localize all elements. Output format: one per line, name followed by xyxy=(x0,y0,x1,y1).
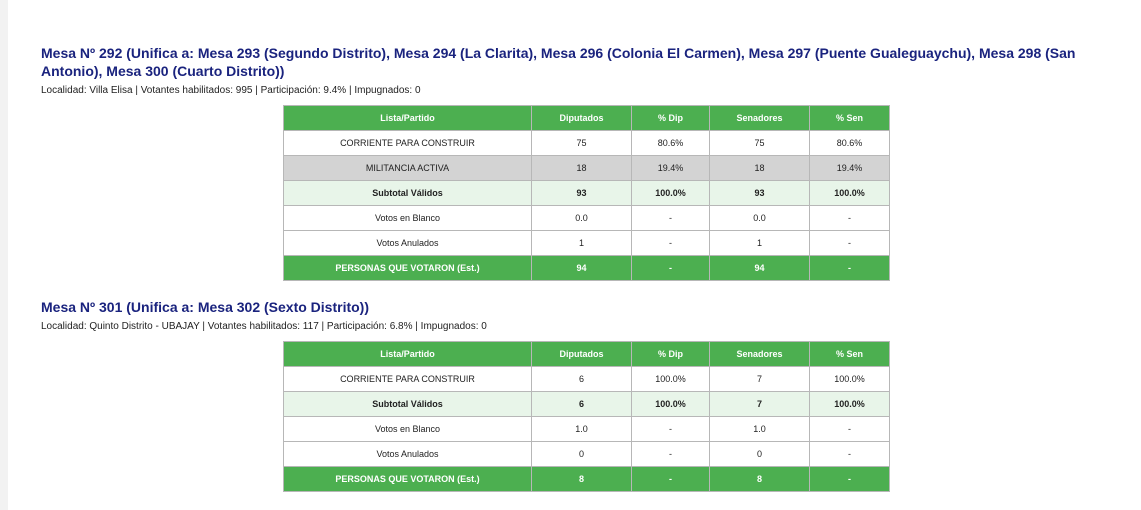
cell-diputados: 75 xyxy=(532,131,632,156)
total-row xyxy=(284,256,890,281)
mesa-301-header xyxy=(41,298,1136,333)
subtotal-row xyxy=(284,392,890,417)
cell-senadores: 1.0 xyxy=(710,417,810,442)
cell-lista: Votos en Blanco xyxy=(284,417,532,442)
left-margin-strip xyxy=(0,0,8,510)
cell-diputados: 6 xyxy=(532,367,632,392)
cell-diputados: 8 xyxy=(532,467,632,492)
cell-lista: Subtotal Válidos xyxy=(284,392,532,417)
cell-senadores: 75 xyxy=(710,131,810,156)
cell-lista: MILITANCIA ACTIVA xyxy=(284,156,532,181)
cell-pct-dip: 100.0% xyxy=(632,367,710,392)
cell-senadores: 7 xyxy=(710,392,810,417)
cell-senadores: 94 xyxy=(710,256,810,281)
cell-diputados: 93 xyxy=(532,181,632,206)
header-diputados: Diputados xyxy=(532,106,632,131)
cell-pct-dip: 100.0% xyxy=(632,181,710,206)
cell-pct-sen: - xyxy=(810,231,890,256)
table-row xyxy=(284,367,890,392)
results-table-mesa-292 xyxy=(283,105,890,281)
header-senadores: Senadores xyxy=(710,106,810,131)
cell-pct-dip: - xyxy=(632,231,710,256)
cell-diputados: 0.0 xyxy=(532,206,632,231)
cell-pct-sen: 19.4% xyxy=(810,156,890,181)
cell-pct-sen: - xyxy=(810,442,890,467)
cell-pct-sen: 100.0% xyxy=(810,181,890,206)
cell-pct-dip: 80.6% xyxy=(632,131,710,156)
cell-lista: Votos Anulados xyxy=(284,442,532,467)
mesa-292-header xyxy=(41,44,1136,97)
header-lista-partido: Lista/Partido xyxy=(284,106,532,131)
mesa-title: Mesa Nº 292 (Unifica a: Mesa 293 (Segundo Distrito), Mesa 294 (La Clarita), Mesa 296 (Colonia El Carmen), Mesa 297 (Puente Gualeguaychu), Mesa 298 (San Antonio), Mesa 300 (Cuarto Distrito)) xyxy=(41,45,1076,79)
cell-pct-dip: - xyxy=(632,467,710,492)
cell-pct-dip: 19.4% xyxy=(632,156,710,181)
mesa-title: Mesa Nº 301 (Unifica a: Mesa 302 (Sexto Distrito)) xyxy=(41,299,369,315)
cell-diputados: 1.0 xyxy=(532,417,632,442)
table-row xyxy=(284,442,890,467)
cell-lista: Votos Anulados xyxy=(284,231,532,256)
header-pct-dip: % Dip xyxy=(632,342,710,367)
cell-lista: CORRIENTE PARA CONSTRUIR xyxy=(284,367,532,392)
cell-diputados: 94 xyxy=(532,256,632,281)
mesa-meta: Localidad: Quinto Distrito - UBAJAY | Votantes habilitados: 117 | Participación: 6.8% | Impugnados: 0 xyxy=(41,321,487,332)
cell-lista: PERSONAS QUE VOTARON (Est.) xyxy=(284,256,532,281)
table-header-row xyxy=(284,342,890,367)
cell-pct-dip: - xyxy=(632,417,710,442)
table-row xyxy=(284,206,890,231)
cell-senadores: 8 xyxy=(710,467,810,492)
table-row xyxy=(284,156,890,181)
table-row xyxy=(284,231,890,256)
cell-senadores: 93 xyxy=(710,181,810,206)
cell-lista: Subtotal Válidos xyxy=(284,181,532,206)
header-lista-partido: Lista/Partido xyxy=(284,342,532,367)
cell-pct-dip: - xyxy=(632,206,710,231)
cell-pct-sen: - xyxy=(810,417,890,442)
cell-pct-sen: - xyxy=(810,256,890,281)
cell-senadores: 18 xyxy=(710,156,810,181)
mesa-meta: Localidad: Villa Elisa | Votantes habilitados: 995 | Participación: 9.4% | Impugnados: 0 xyxy=(41,85,421,96)
cell-lista: CORRIENTE PARA CONSTRUIR xyxy=(284,131,532,156)
cell-senadores: 1 xyxy=(710,231,810,256)
table-row xyxy=(284,131,890,156)
header-pct-dip: % Dip xyxy=(632,106,710,131)
table-header-row xyxy=(284,106,890,131)
cell-senadores: 7 xyxy=(710,367,810,392)
cell-pct-sen: 80.6% xyxy=(810,131,890,156)
cell-diputados: 6 xyxy=(532,392,632,417)
cell-pct-dip: - xyxy=(632,256,710,281)
header-diputados: Diputados xyxy=(532,342,632,367)
cell-senadores: 0.0 xyxy=(710,206,810,231)
results-table-mesa-301 xyxy=(283,341,890,492)
header-senadores: Senadores xyxy=(710,342,810,367)
header-pct-sen: % Sen xyxy=(810,106,890,131)
cell-diputados: 18 xyxy=(532,156,632,181)
table-row xyxy=(284,417,890,442)
cell-pct-dip: 100.0% xyxy=(632,392,710,417)
subtotal-row xyxy=(284,181,890,206)
header-pct-sen: % Sen xyxy=(810,342,890,367)
cell-lista: PERSONAS QUE VOTARON (Est.) xyxy=(284,467,532,492)
cell-pct-sen: 100.0% xyxy=(810,392,890,417)
cell-pct-sen: - xyxy=(810,206,890,231)
cell-diputados: 1 xyxy=(532,231,632,256)
cell-pct-sen: 100.0% xyxy=(810,367,890,392)
cell-pct-sen: - xyxy=(810,467,890,492)
cell-senadores: 0 xyxy=(710,442,810,467)
total-row xyxy=(284,467,890,492)
cell-lista: Votos en Blanco xyxy=(284,206,532,231)
cell-pct-dip: - xyxy=(632,442,710,467)
cell-diputados: 0 xyxy=(532,442,632,467)
